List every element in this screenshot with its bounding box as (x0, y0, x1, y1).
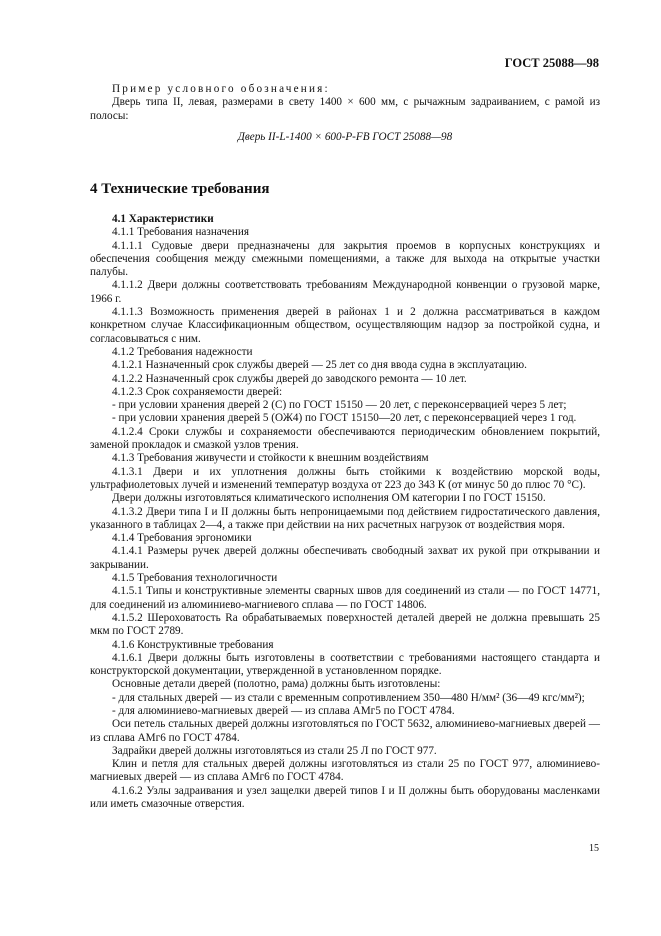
paragraph: Основные детали дверей (полотно, рама) должны быть изготовлены: (112, 678, 441, 691)
paragraph: 4.1.1.1 Судовые двери предназначены для закрытия проемов в корпусных конструкциях и обеспечения сообщения между смежными помещениями, а также для выхода на открытые участки палубы. (90, 239, 600, 279)
paragraph: - при условии хранения дверей 5 (ОЖ4) по ГОСТ 15150—20 лет, с переконсервацией через 1 год. (112, 412, 577, 425)
paragraph: 4.1.3.1 Двери и их уплотнения должны быть стойкими к воздействию морской воды, ультрафиолетовых лучей и изменений температур воздуха от 223 до 343 К (от минус 50 до плюс 70 °С). (90, 465, 600, 491)
paragraph: 4.1.5.2 Шероховатость Ra обрабатываемых поверхностей деталей дверей не должна превышать 25 мкм по ГОСТ 2789. (90, 611, 600, 638)
paragraph: 4.1 Характеристики (112, 213, 214, 225)
paragraph: 4.1.6 Конструктивные требования (112, 638, 274, 651)
standard-number: ГОСТ 25088—98 (504, 56, 599, 70)
paragraph: 4.1.2.3 Срок сохраняемости дверей: (112, 385, 283, 398)
paragraph: Задрайки дверей должны изготовляться из стали 25 Л по ГОСТ 977. (112, 744, 437, 757)
paragraph: 4.1.2.1 Назначенный срок службы дверей — 25 лет со дня ввода судна в эксплуатацию. (112, 359, 527, 372)
section-body (90, 213, 600, 811)
section-title: 4 Технические требования (90, 181, 270, 197)
paragraph: 4.1.1.3 Возможность применения дверей в районах 1 и 2 должна рассматриваться в каждом конкретном случае Классификационным обществом, осуществляющим надзор за постройкой судна, и согласовываться с ним. (90, 306, 600, 345)
paragraph: - для алюминиево-магниевых дверей — из сплава АМг5 по ГОСТ 4784. (112, 704, 455, 717)
paragraph: 4.1.2.2 Назначенный срок службы дверей до заводского ремонта — 10 лет. (112, 372, 467, 385)
paragraph: 4.1.2.4 Сроки службы и сохраняемости обеспечиваются периодическим обновлением покрытий, заменой прокладок и смазкой узлов трения. (90, 425, 600, 452)
paragraph: 4.1.5.1 Типы и конструктивные элементы сварных швов для соединений из стали — по ГОСТ 14771, для соединений из алюминиево-магниевого сплава — по ГОСТ 14806. (90, 585, 600, 611)
paragraph: 4.1.1 Требования назначения (112, 226, 250, 239)
paragraph: 4.1.3.2 Двери типа I и II должны быть непроницаемыми под действием гидростатического давления, указанного в таблицах 2—4, а также при действии на них расчетных нагрузок от воздействия моря. (90, 505, 600, 531)
paragraph: 4.1.1.2 Двери должны соответствовать требованиям Международной конвенции о грузовой марке, 1966 г. (90, 279, 600, 305)
paragraph: 4.1.4.1 Размеры ручек дверей должны обеспечивать свободный захват их рукой при открывании и закрывании. (90, 545, 600, 571)
example-designation: Дверь II-L-1400 × 600-P-FB ГОСТ 25088—98 (237, 130, 453, 143)
paragraph: 4.1.3 Требования живучести и стойкости к внешним воздействиям (112, 452, 429, 465)
page-number: 15 (589, 843, 599, 854)
example-block (90, 83, 600, 144)
paragraph: 4.1.6.2 Узлы задраивания и узел защелки дверей типов I и II должны быть оборудованы масленками или иметь смазочные отверстия. (90, 784, 600, 811)
paragraph: Клин и петля для стальных дверей должны изготовляться из стали 25 по ГОСТ 977, алюминиево-магниевых дверей — из сплава АМг6 по ГОСТ 4784. (90, 758, 600, 784)
paragraph: - при условии хранения дверей 2 (С) по ГОСТ 15150 — 20 лет, с переконсервацией через 5 лет; (112, 399, 567, 412)
paragraph: 4.1.5 Требования технологичности (112, 572, 278, 585)
paragraph: Двери должны изготовляться климатического исполнения ОМ категории I по ГОСТ 15150. (112, 492, 546, 505)
example-text: Дверь типа II, левая, размерами в свету 1400 × 600 мм, с рычажным задраиванием, с рамой из полосы: (90, 96, 600, 122)
paragraph: 4.1.4 Требования эргономики (112, 532, 252, 545)
paragraph: 4.1.2 Требования надежности (112, 345, 253, 358)
paragraph: 4.1.6.1 Двери должны быть изготовлены в соответствии с требованиями настоящего стандарта и конструкторской документации, утвержденной в установленном порядке. (90, 651, 600, 678)
paragraph: - для стальных дверей — из стали с временным сопротивлением 350—480 Н/мм² (36—49 кгс/мм²); (112, 691, 585, 704)
paragraph: Оси петель стальных дверей должны изготовляться по ГОСТ 5632, алюминиево-магниевых дверей — из сплава АМг6 по ГОСТ 4784. (90, 718, 600, 744)
example-label: Пример условного обозначения: (112, 83, 330, 95)
